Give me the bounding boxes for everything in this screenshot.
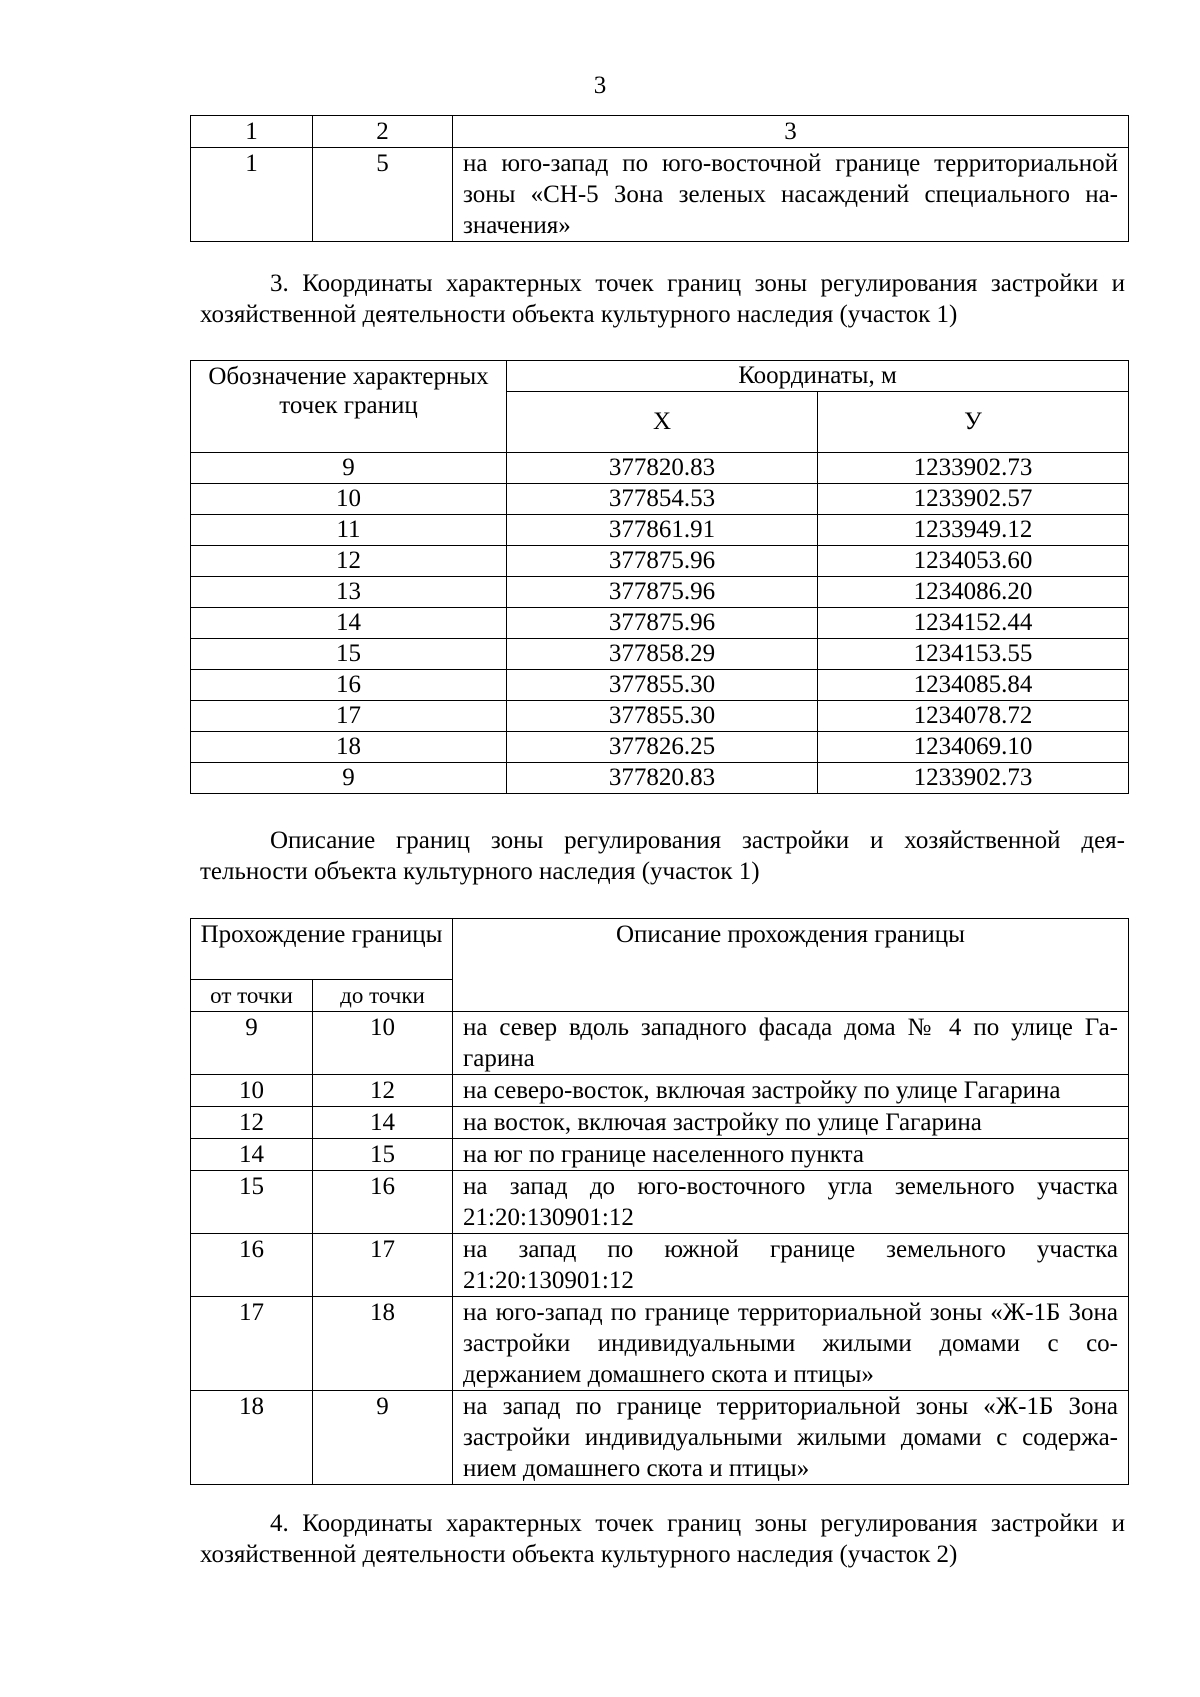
point-cell: 13	[191, 577, 507, 608]
section-4-title: 4. Координаты характерных точек границ зоны регулирования застройки и хозяйственной деятельности объекта культурного наследия (участок 2)	[200, 1510, 1125, 1568]
description-cell: на северо-восток, включая застройку по улице Гагарина	[453, 1075, 1129, 1107]
description-cell: на север вдоль западного фасада дома № 4 по улице Га-гарина	[453, 1012, 1129, 1075]
table-row	[191, 484, 1129, 515]
table-row	[191, 1297, 1129, 1391]
x-cell: 377875.96	[507, 608, 818, 639]
table-row	[191, 1139, 1129, 1171]
to-point-cell: 15	[313, 1139, 453, 1171]
x-cell: 377854.53	[507, 484, 818, 515]
description-cell: на восток, включая застройку по улице Гагарина	[453, 1107, 1129, 1139]
to-point-cell: 12	[313, 1075, 453, 1107]
x-cell: 377855.30	[507, 701, 818, 732]
from-point-cell: 16	[191, 1234, 313, 1297]
table-row	[191, 1012, 1129, 1075]
description-header: Описание прохождения границы	[453, 919, 1129, 1012]
y-cell: 1234078.72	[818, 701, 1129, 732]
boundary-continuation-table	[190, 115, 1129, 242]
table-row	[191, 1107, 1129, 1139]
from-point-cell: 1	[191, 148, 313, 242]
point-cell: 10	[191, 484, 507, 515]
from-point-header: от точки	[191, 980, 313, 1012]
x-cell: 377858.29	[507, 639, 818, 670]
y-cell: 1234053.60	[818, 546, 1129, 577]
coordinates-header: Координаты, м	[507, 361, 1129, 392]
to-point-cell: 5	[313, 148, 453, 242]
table-row	[191, 453, 1129, 484]
point-cell: 17	[191, 701, 507, 732]
table-row	[191, 1171, 1129, 1234]
table-row	[191, 1391, 1129, 1485]
from-point-cell: 10	[191, 1075, 313, 1107]
x-header: Х	[507, 392, 818, 453]
point-cell: 9	[191, 763, 507, 794]
point-cell: 16	[191, 670, 507, 701]
header-cell: 2	[313, 116, 453, 148]
table-row	[191, 1075, 1129, 1107]
table-row	[191, 515, 1129, 546]
x-cell: 377826.25	[507, 732, 818, 763]
x-cell: 377875.96	[507, 577, 818, 608]
table-row	[191, 148, 1129, 242]
point-cell: 14	[191, 608, 507, 639]
boundary-description-heading: Описание границ зоны регулирования застройки и хозяйственной дея-тельности объекта культурного наследия (участок 1)	[200, 827, 1125, 885]
y-header: У	[818, 392, 1129, 453]
from-point-cell: 15	[191, 1171, 313, 1234]
page-number: 3	[593, 72, 607, 99]
to-point-cell: 14	[313, 1107, 453, 1139]
y-cell: 1233902.73	[818, 453, 1129, 484]
to-point-cell: 9	[313, 1391, 453, 1485]
y-cell: 1234086.20	[818, 577, 1129, 608]
point-cell: 11	[191, 515, 507, 546]
to-point-cell: 17	[313, 1234, 453, 1297]
table-row	[191, 546, 1129, 577]
x-cell: 377875.96	[507, 546, 818, 577]
table-row	[191, 701, 1129, 732]
table-row	[191, 639, 1129, 670]
to-point-cell: 16	[313, 1171, 453, 1234]
header-cell: 3	[453, 116, 1129, 148]
y-cell: 1234152.44	[818, 608, 1129, 639]
passage-header: Прохождение границы	[191, 919, 453, 980]
x-cell: 377855.30	[507, 670, 818, 701]
y-cell: 1233902.57	[818, 484, 1129, 515]
from-point-cell: 14	[191, 1139, 313, 1171]
description-cell: на запад по южной границе земельного участка 21:20:130901:12	[453, 1234, 1129, 1297]
to-point-cell: 10	[313, 1012, 453, 1075]
point-cell: 9	[191, 453, 507, 484]
description-cell: на юго-запад по юго-восточной границе территориальной зоны «СН-5 Зона зеленых насаждений специального на-значения»	[453, 148, 1129, 242]
table-header-row	[191, 116, 1129, 148]
description-cell: на юго-запад по границе территориальной зоны «Ж-1Б Зона застройки индивидуальными жилыми домами с со-держанием домашнего скота и птицы»	[453, 1297, 1129, 1391]
table-header-row	[191, 919, 1129, 980]
y-cell: 1234069.10	[818, 732, 1129, 763]
table-row	[191, 732, 1129, 763]
x-cell: 377861.91	[507, 515, 818, 546]
y-cell: 1234085.84	[818, 670, 1129, 701]
point-cell: 12	[191, 546, 507, 577]
x-cell: 377820.83	[507, 453, 818, 484]
coordinates-table	[190, 360, 1129, 794]
x-cell: 377820.83	[507, 763, 818, 794]
from-point-cell: 18	[191, 1391, 313, 1485]
table-header-row	[191, 361, 1129, 392]
table-row	[191, 763, 1129, 794]
header-cell: 1	[191, 116, 313, 148]
to-point-cell: 18	[313, 1297, 453, 1391]
description-cell: на запад по границе территориальной зоны «Ж-1Б Зона застройки индивидуальными жилыми домами с содержа-нием домашнего скота и птицы»	[453, 1391, 1129, 1485]
point-cell: 18	[191, 732, 507, 763]
description-cell: на запад до юго-восточного угла земельного участка 21:20:130901:12	[453, 1171, 1129, 1234]
y-cell: 1234153.55	[818, 639, 1129, 670]
from-point-cell: 17	[191, 1297, 313, 1391]
point-cell: 15	[191, 639, 507, 670]
section-3-title: 3. Координаты характерных точек границ зоны регулирования застройки и хозяйственной деятельности объекта культурного наследия (участок 1)	[200, 270, 1125, 328]
from-point-cell: 9	[191, 1012, 313, 1075]
table-row	[191, 670, 1129, 701]
y-cell: 1233949.12	[818, 515, 1129, 546]
boundary-description-table	[190, 918, 1129, 1485]
table-row	[191, 577, 1129, 608]
description-cell: на юг по границе населенного пункта	[453, 1139, 1129, 1171]
table-row	[191, 1234, 1129, 1297]
y-cell: 1233902.73	[818, 763, 1129, 794]
from-point-cell: 12	[191, 1107, 313, 1139]
to-point-header: до точки	[313, 980, 453, 1012]
point-designation-header: Обозначение характерных точек границ	[191, 361, 507, 453]
table-row	[191, 608, 1129, 639]
